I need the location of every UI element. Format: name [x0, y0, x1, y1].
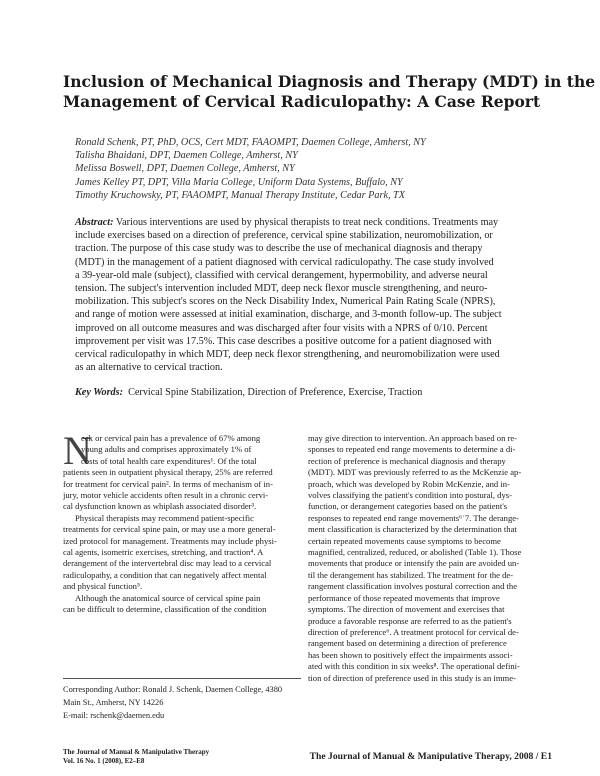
body-line: derangement of the intervertebral disc may lead to a cervical: [63, 558, 272, 569]
author-line: Melissa Boswell, DPT, Daemen College, Amherst, NY: [75, 163, 295, 175]
body-line: can be difficult to determine, classification of the condition: [63, 604, 267, 615]
abstract-line: mobilization. This subject's scores on the Neck Disability Index, Numerical Pain Rating Scale (NPRS),: [75, 296, 496, 308]
body-line: volves classifying the patient's condition into postural, dys-: [308, 490, 512, 501]
abstract-line: and range of motion were assessed at initial examination, discharge, and 3-month follow-up. The subject: [75, 309, 502, 321]
footer-journal-name: The Journal of Manual & Manipulative Therapy: [63, 748, 210, 756]
body-line: radiculopathy, a condition that can negatively affect mental: [63, 569, 267, 580]
abstract: [75, 216, 555, 374]
abstract-line: a 39-year-old male (subject), classified with cervical derangement, hypermobility, and adverse neural: [75, 269, 488, 281]
footer-volume: Vol. 16 No. 1 (2008), E2–E8: [63, 757, 145, 765]
footnote-divider: [63, 678, 301, 679]
body-line: rangement based on determining a direction of preference: [308, 638, 507, 649]
footer-journal-info: [63, 748, 209, 766]
body-line: performance of those repeated movements that improve: [308, 592, 500, 603]
abstract-line: (MDT) in the management of a patient diagnosed with cervical radiculopathy. The case study involved: [75, 256, 494, 268]
body-line: ment classification is characterized by the determination that: [308, 524, 517, 535]
body-line: cal agents, isometric exercises, stretching, and traction⁴. A: [63, 547, 264, 558]
body-line: for treatment for cervical pain². In terms of mechanism of in-: [63, 478, 273, 489]
body-column-right: [308, 433, 546, 684]
body-line: proach, which was developed by Robin McKenzie, and in-: [308, 478, 510, 489]
abstract-line-1: [75, 216, 555, 229]
abstract-label: Abstract:: [75, 217, 114, 228]
body-line: til the derangement has stabilized. The treatment for the de-: [308, 569, 514, 580]
abstract-line: improved on all outcome measures and was discharged after four visits with a NPRS of 0/10. Percent: [75, 322, 488, 334]
title-line-2: Management of Cervical Radiculopathy: A Case Report: [63, 92, 541, 111]
key-words: [75, 386, 555, 399]
body-line: symptoms. The direction of movement and exercises that: [308, 604, 505, 615]
body-column-left: [63, 428, 301, 616]
author-line: Talisha Bhaidani, DPT, Daemen College, Amherst, NY: [75, 150, 298, 162]
body-line: Physical therapists may recommend patient-specific: [75, 512, 254, 523]
author-line: Ronald Schenk, PT, PhD, OCS, Cert MDT, FAAOMPT, Daemen College, Amherst, NY: [75, 137, 426, 148]
body-line: produce a favorable response are referred to as the patient's: [308, 615, 512, 626]
abstract-line: improvement per visit was 17.5%. This case describes a positive outcome for a patient diagnosed with: [75, 335, 492, 347]
body-line: costs of total health care expenditures¹. Of the total: [81, 455, 257, 466]
key-words-label: Key Words:: [75, 387, 124, 398]
correspondence-email: E-mail: rschenk@daemen.edu: [63, 710, 165, 720]
author-line: James Kelley PT, DPT, Villa Maria College, Uniform Data Systems, Buffalo, NY: [75, 176, 403, 188]
body-line: magnified, centralized, reduced, or abolished (Table 1). Those: [308, 547, 522, 558]
abstract-line: tension. The subject's intervention included MDT, deep neck flexor muscle strengthening, and neuro-: [75, 283, 488, 295]
title-line-1: Inclusion of Mechanical Diagnosis and Therapy (MDT) in the: [63, 72, 596, 91]
body-line: function, or derangement categories based on the patient's: [308, 501, 508, 512]
body-line: rection of preference is mechanical diagnosis and therapy: [308, 455, 506, 466]
corresponding-author: [63, 684, 303, 722]
body-line: direction of preference⁶. A treatment protocol for cervical de-: [308, 626, 519, 637]
footer-running-head: The Journal of Manual & Manipulative Therapy, 2008 / E1: [309, 751, 552, 762]
abstract-line: traction. The purpose of this case study was to describe the use of mechanical diagnosis and therapy: [75, 243, 483, 255]
body-line: sponses to repeated end range movements to determine a di-: [308, 444, 516, 455]
body-line: responses to repeated end range movements⁶˙7. The derange-: [308, 512, 519, 523]
body-line: ated with this condition in six weeks⁸. The operational defini-: [308, 661, 520, 672]
body-line: Although the anatomical source of cervical spine pain: [75, 592, 261, 603]
author-line: Timothy Kruchowsky, PT, FAAOMPT, Manual Therapy Institute, Cedar Park, TX: [75, 189, 405, 201]
body-line: (MDT). MDT was previously referred to as the McKenzie ap-: [308, 467, 522, 478]
correspondence-line: Corresponding Author: Ronald J. Schenk, Daemen College, 4380: [63, 685, 283, 694]
body-line: may give direction to intervention. An approach based on re-: [308, 433, 518, 443]
body-line: jury, motor vehicle accidents often result in a chronic cervi-: [63, 490, 269, 501]
body-line: treatments for cervical spine pain, or may use a more general-: [63, 524, 276, 535]
abstract-line: cervical radiculopathy in which MDT, deep neck flexor strengthening, and neuromobilization were used: [75, 349, 500, 361]
abstract-text: Various interventions are used by physical therapists to treat neck conditions. Treatments may: [115, 217, 499, 228]
author-list: [75, 136, 555, 202]
abstract-line: as an alternative to cervical traction.: [75, 362, 223, 374]
body-line: rangement classification involves postural correction and the: [308, 581, 518, 592]
correspondence-line: Main St., Amherst, NY 14226: [63, 697, 164, 707]
body-line: ized protocol for management. Treatments may include physi-: [63, 535, 277, 546]
body-line: young adults and comprises approximately 1% of: [81, 444, 252, 455]
body-line: movements that produce or intensify the pain are avoided un-: [308, 558, 520, 569]
article-title: [63, 72, 596, 112]
body-line: eck or cervical pain has a prevalence of 67% among: [81, 433, 261, 443]
key-words-text: Cervical Spine Stabilization, Direction of Preference, Exercise, Traction: [128, 387, 423, 398]
body-line: patients seen in outpatient physical therapy, 25% are referred: [63, 467, 273, 478]
drop-cap: N: [63, 428, 92, 473]
body-line: cal dysfunction known as whiplash associated disorder³.: [63, 501, 257, 512]
body-line: tion of direction of preference used in this study is an imme-: [308, 672, 516, 683]
body-line: has been shown to positively effect the impairments associ-: [308, 649, 513, 660]
body-line: and physical function⁵.: [63, 581, 143, 592]
body-line: certain repeated movements cause symptoms to become: [308, 535, 501, 546]
abstract-line: include exercises based on a direction of preference, cervical spine stabilization, neuromobilization, or: [75, 230, 493, 242]
